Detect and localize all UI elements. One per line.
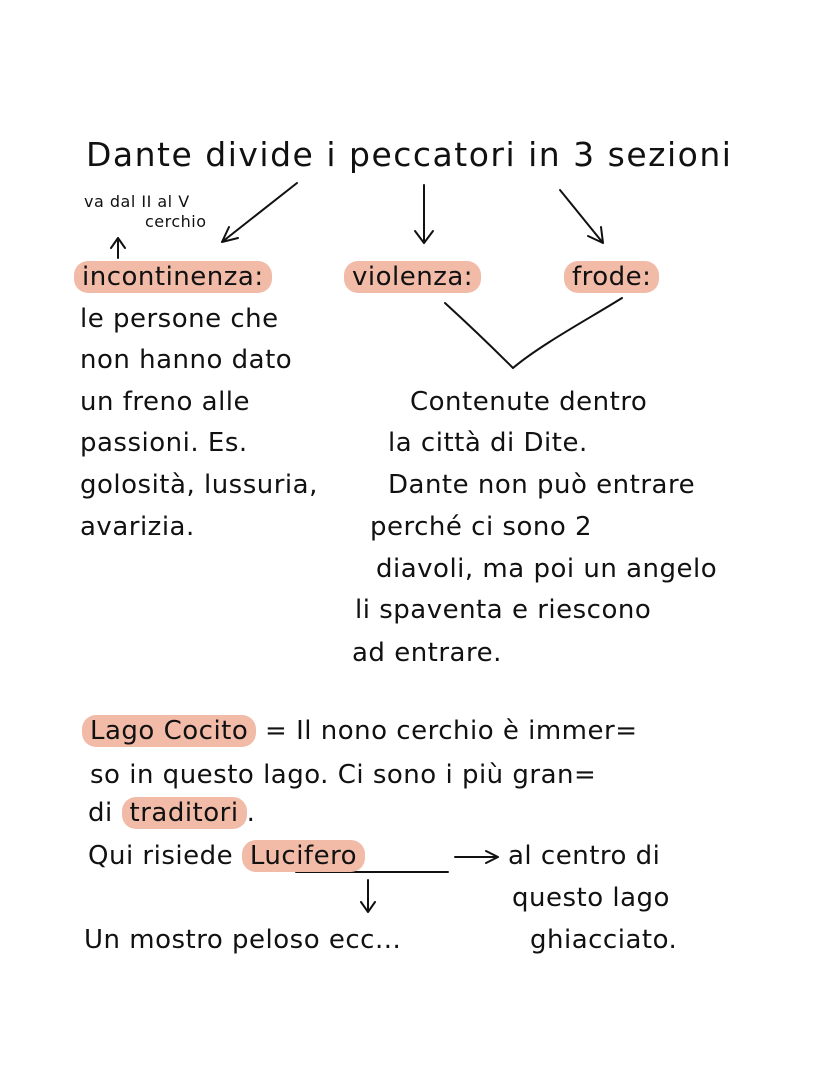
- dite-line-2: la città di Dite.: [388, 428, 588, 458]
- merge-v-shape: [445, 298, 622, 368]
- lucifero-term: Lucifero: [242, 840, 365, 872]
- traditori-term: traditori: [122, 797, 247, 829]
- arrow-to-frode: [560, 190, 603, 243]
- incontinenza-line-2: non hanno dato: [80, 345, 293, 375]
- note-line-1: va dal II al V: [84, 192, 190, 211]
- dite-line-4: perché ci sono 2: [370, 512, 593, 542]
- lucifero-below: Un mostro peloso ecc...: [84, 925, 402, 955]
- lucifero-right-1: al centro di: [508, 841, 661, 871]
- incontinenza-line-3: un freno alle: [80, 387, 251, 417]
- category-frode: frode:: [564, 264, 659, 290]
- incontinenza-line-1: le persone che: [80, 304, 279, 334]
- arrow-to-violenza: [415, 185, 433, 243]
- lucifero-right-3: ghiacciato.: [530, 925, 678, 955]
- lucifero-right-2: questo lago: [512, 883, 670, 913]
- incontinenza-line-6: avarizia.: [80, 512, 195, 542]
- incontinenza-line-5: golosità, lussuria,: [80, 470, 318, 500]
- dite-line-7: ad entrare.: [352, 638, 502, 668]
- note-line-2: cerchio: [145, 212, 207, 231]
- dite-line-5: diavoli, ma poi un angelo: [376, 554, 718, 584]
- arrow-to-incontinenza: [222, 183, 297, 242]
- arrow-lucifero-right: [455, 851, 498, 863]
- category-incontinenza: incontinenza:: [74, 264, 272, 290]
- page-title: Dante divide i peccatori in 3 sezioni: [86, 135, 733, 174]
- cocito-term: Lago Cocito: [82, 715, 256, 747]
- cocito-line-3: di traditori .: [88, 798, 256, 828]
- dite-line-3: Dante non può entrare: [388, 470, 696, 500]
- arrow-up-note: [111, 238, 125, 258]
- arrow-lucifero-down: [361, 880, 375, 912]
- dite-line-1: Contenute dentro: [410, 387, 648, 417]
- cocito-line-2: so in questo lago. Ci sono i più gran=: [90, 760, 597, 790]
- dite-line-6: li spaventa e riescono: [355, 595, 652, 625]
- lucifero-line: Qui risiede Lucifero: [88, 843, 365, 869]
- category-violenza: violenza:: [344, 264, 481, 290]
- incontinenza-line-4: passioni. Es.: [80, 428, 248, 458]
- cocito-line-1: Lago Cocito = Il nono cerchio è immer=: [82, 718, 637, 744]
